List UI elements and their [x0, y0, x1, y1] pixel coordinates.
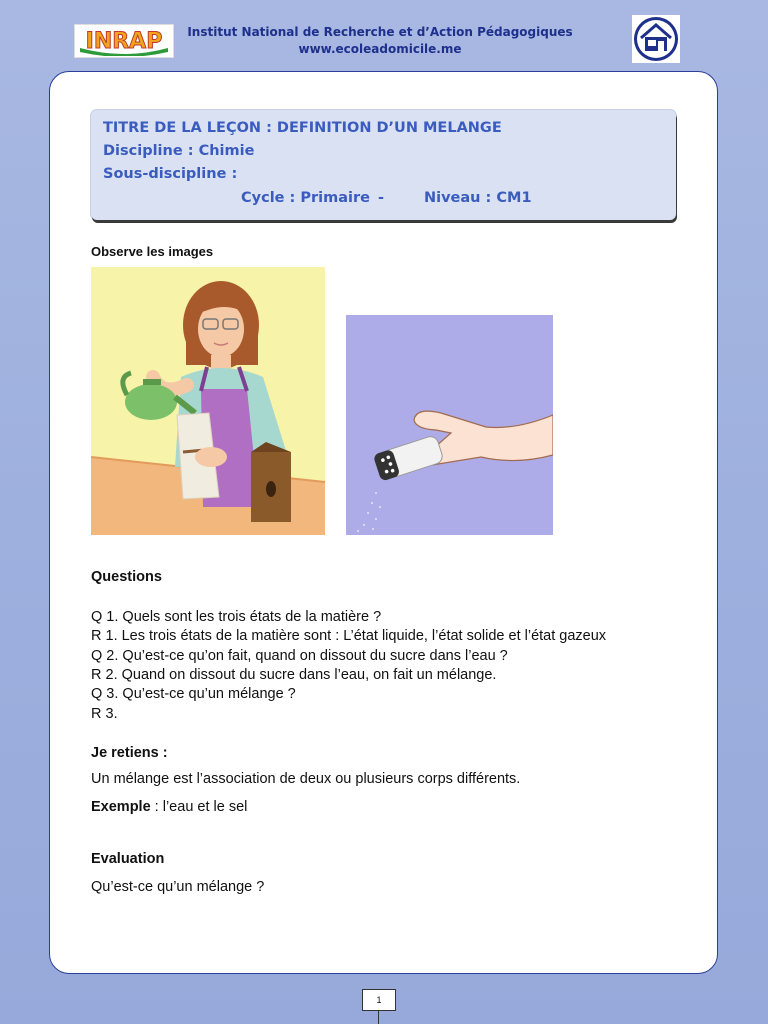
evaluation-heading: Evaluation — [91, 851, 165, 867]
coffee-pouring-illustration — [91, 267, 325, 535]
lesson-sous-discipline: Sous-discipline : — [103, 166, 238, 182]
website-link[interactable]: www.ecoleadomicile.me — [298, 42, 462, 56]
header-institute — [170, 24, 590, 58]
retiens-definition: Un mélange est l’association de deux ou plusieurs corps différents. — [91, 771, 521, 787]
page-number-connector — [378, 1011, 379, 1024]
retiens-heading: Je retiens : — [91, 745, 168, 761]
page-number: 1 — [362, 989, 396, 1011]
inrap-logo — [74, 24, 174, 58]
example-text: : l’eau et le sel — [150, 799, 248, 815]
lesson-cycle: Cycle : Primaire — [241, 190, 370, 206]
answer-3: R 3. — [91, 706, 118, 722]
question-1: Q 1. Quels sont les trois états de la matière ? — [91, 609, 382, 625]
observe-instruction: Observe les images — [91, 244, 214, 259]
answer-1: R 1. Les trois états de la matière sont : L’état liquide, l’état solide et l’état gazeux — [91, 628, 607, 644]
inrap-logo-art — [76, 26, 172, 56]
svg-text:INRAP: INRAP — [85, 29, 163, 54]
evaluation-question: Qu’est-ce qu’un mélange ? — [91, 879, 265, 895]
questions-heading: Questions — [91, 569, 162, 585]
institute-name: Institut National de Recherche et d’Action Pédagogiques — [187, 25, 573, 39]
lesson-title: TITRE DE LA LEÇON : DEFINITION D’UN MELANGE — [103, 120, 502, 136]
lesson-separator: - — [378, 190, 385, 206]
question-2: Q 2. Qu’est-ce qu’on fait, quand on dissout du sucre dans l’eau ? — [91, 648, 508, 664]
question-3: Q 3. Qu’est-ce qu’un mélange ? — [91, 686, 296, 702]
salt-shaker-illustration — [346, 315, 553, 535]
example-label: Exemple — [91, 799, 151, 815]
example-line — [91, 799, 247, 815]
lesson-niveau: Niveau : CM1 — [424, 190, 532, 206]
house-icon — [633, 16, 679, 62]
school-home-logo — [632, 15, 680, 63]
lesson-title-box — [91, 110, 676, 220]
lesson-discipline: Discipline : Chimie — [103, 143, 255, 159]
answer-2: R 2. Quand on dissout du sucre dans l’eau, on fait un mélange. — [91, 667, 497, 683]
